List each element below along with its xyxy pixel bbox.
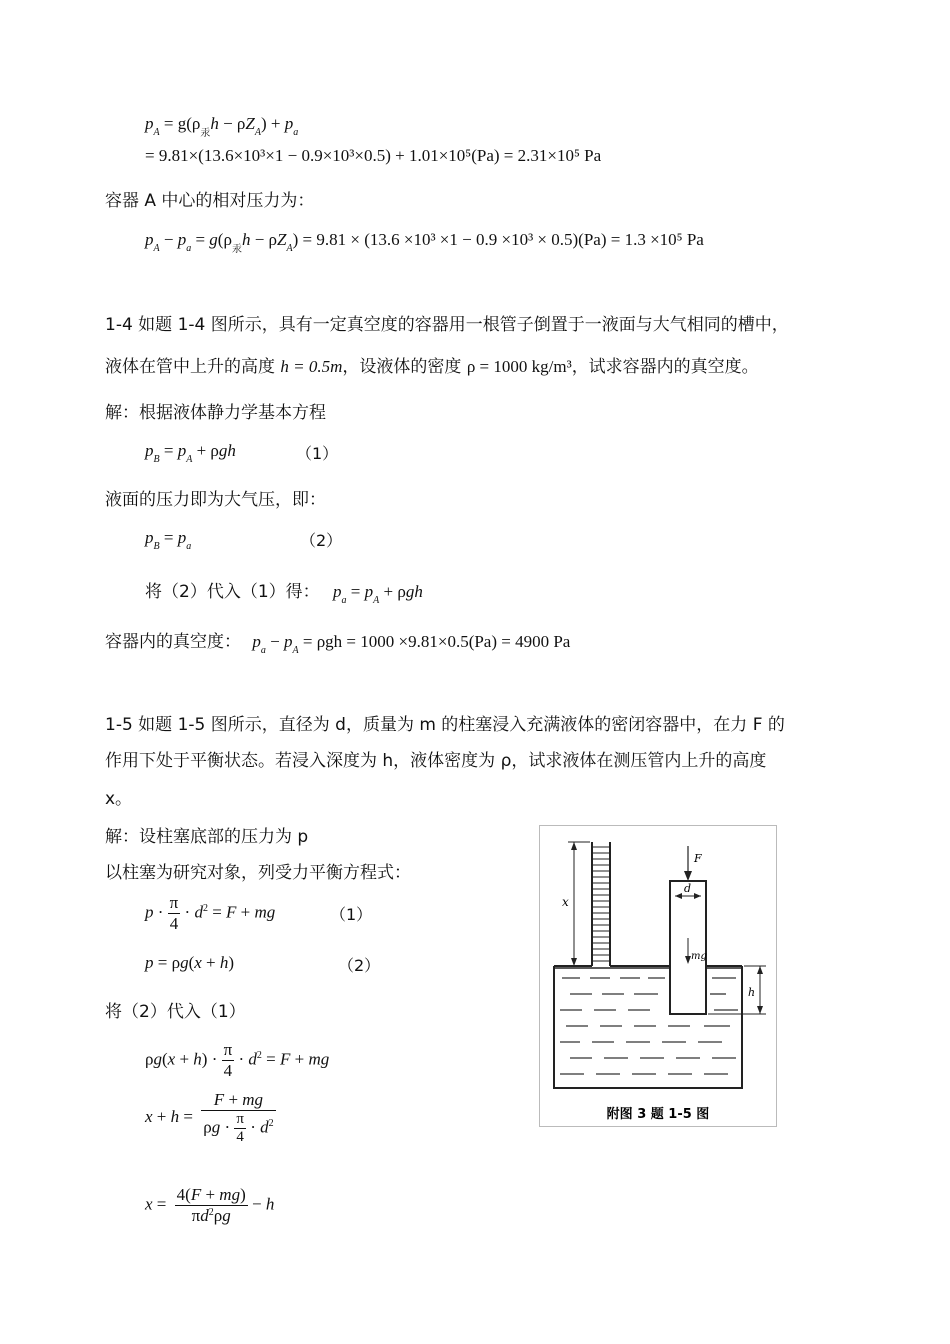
p14-substitute: 将（2）代入（1）得： $p_a = p_A + \rho gh$: [145, 582, 423, 606]
fig-label-mg: mg: [691, 951, 707, 962]
p15-eq1: p · $\frac{\pi}{4}$ · $d^2 = F$ + mg: [145, 893, 276, 933]
p15-eq3: ρg(x + h) · $\frac{\pi}{4}$ · $d^2 = F$ + mg: [145, 1040, 330, 1080]
p15-eq5: x = $\frac{4(F + mg)}{\pi d^2\rho g}$ − h: [145, 1185, 275, 1225]
relative-pressure-label: 容器 A 中心的相对压力为：: [105, 191, 315, 211]
p15-solution-1: 解：设柱塞底部的压力为 p: [105, 827, 309, 847]
p14-solution: 解：根据液体静力学基本方程: [105, 403, 326, 423]
p15-eq1-number: （1）: [330, 905, 373, 924]
p14-vacuum: 容器内的真空度： $p_a - p_A = \rho gh = 1000 \times 9.81\times 0.5(Pa) = 4900$ Pa: [105, 632, 571, 656]
p15-line3: x。: [105, 789, 133, 809]
fig-label-x: x: [562, 895, 569, 909]
figure-1-5: [539, 825, 777, 1127]
p15-eq4: x + h = F + mg ρg · $\frac{\pi}{4}$ · $d^2$: [145, 1090, 274, 1145]
p15-eq2-number: （2）: [338, 956, 381, 975]
formula-pa-line2: = 9.81×(13.6×10³×1 − 0.9×10³×0.5) + 1.01×10⁵(Pa) = 2.31×10⁵ Pa: [145, 146, 602, 165]
figure-caption: 附图 3 题 1-5 图: [606, 1107, 710, 1122]
p15-substitute: 将（2）代入（1）: [105, 1002, 246, 1022]
fig-label-h: h: [748, 986, 756, 999]
p14-line2: 液体在管中上升的高度 h = 0.5m，设液体的密度 ρ = 1000 kg/m³，试求容器内的真空度。: [105, 357, 759, 377]
p15-eq2: p = ρg(x + h): [145, 953, 235, 972]
p14-eq2-number: （2）: [300, 531, 343, 550]
p15-line1: 1-5 如题 1-5 图所示，直径为 d，质量为 m 的柱塞浸入充满液体的密闭容器中，在力 F 的: [105, 715, 785, 735]
fig-label-d: d: [684, 882, 692, 895]
p14-pressure-text: 液面的压力即为大气压，即：: [105, 490, 326, 510]
p15-solution-2: 以柱塞为研究对象，列受力平衡方程式：: [105, 863, 411, 883]
relative-pressure-formula: $p_A - p_a = g(\rho_汞h - \rho Z_A) = 9.81 \times (13.6 \times 10^3 \times 1 - 0.9 \times 10^3 \times 0.5)(Pa) = 1.3 \times 10^5$ Pa: [145, 230, 704, 255]
p15-line2: 作用下处于平衡状态。若浸入深度为 h，液体密度为 ρ，试求液体在测压管内上升的高度: [105, 751, 767, 771]
figure-diagram: [540, 826, 776, 1126]
p14-eq1-number: （1）: [296, 444, 339, 463]
p14-line1: 1-4 如题 1-4 图所示，具有一定真空度的容器用一根管子倒置于一液面与大气相同的槽中，: [105, 315, 789, 335]
p14-eq1: $p_B = p_A + \rho gh$: [145, 441, 236, 465]
liquid-dashes: [560, 978, 738, 1074]
formula-pa-line1: $p_A = g(\rho_汞h - \rho Z_A) + p_a$: [145, 114, 299, 139]
fig-label-F: F: [694, 852, 702, 865]
p14-eq2: $p_B = p_a$: [145, 528, 192, 552]
